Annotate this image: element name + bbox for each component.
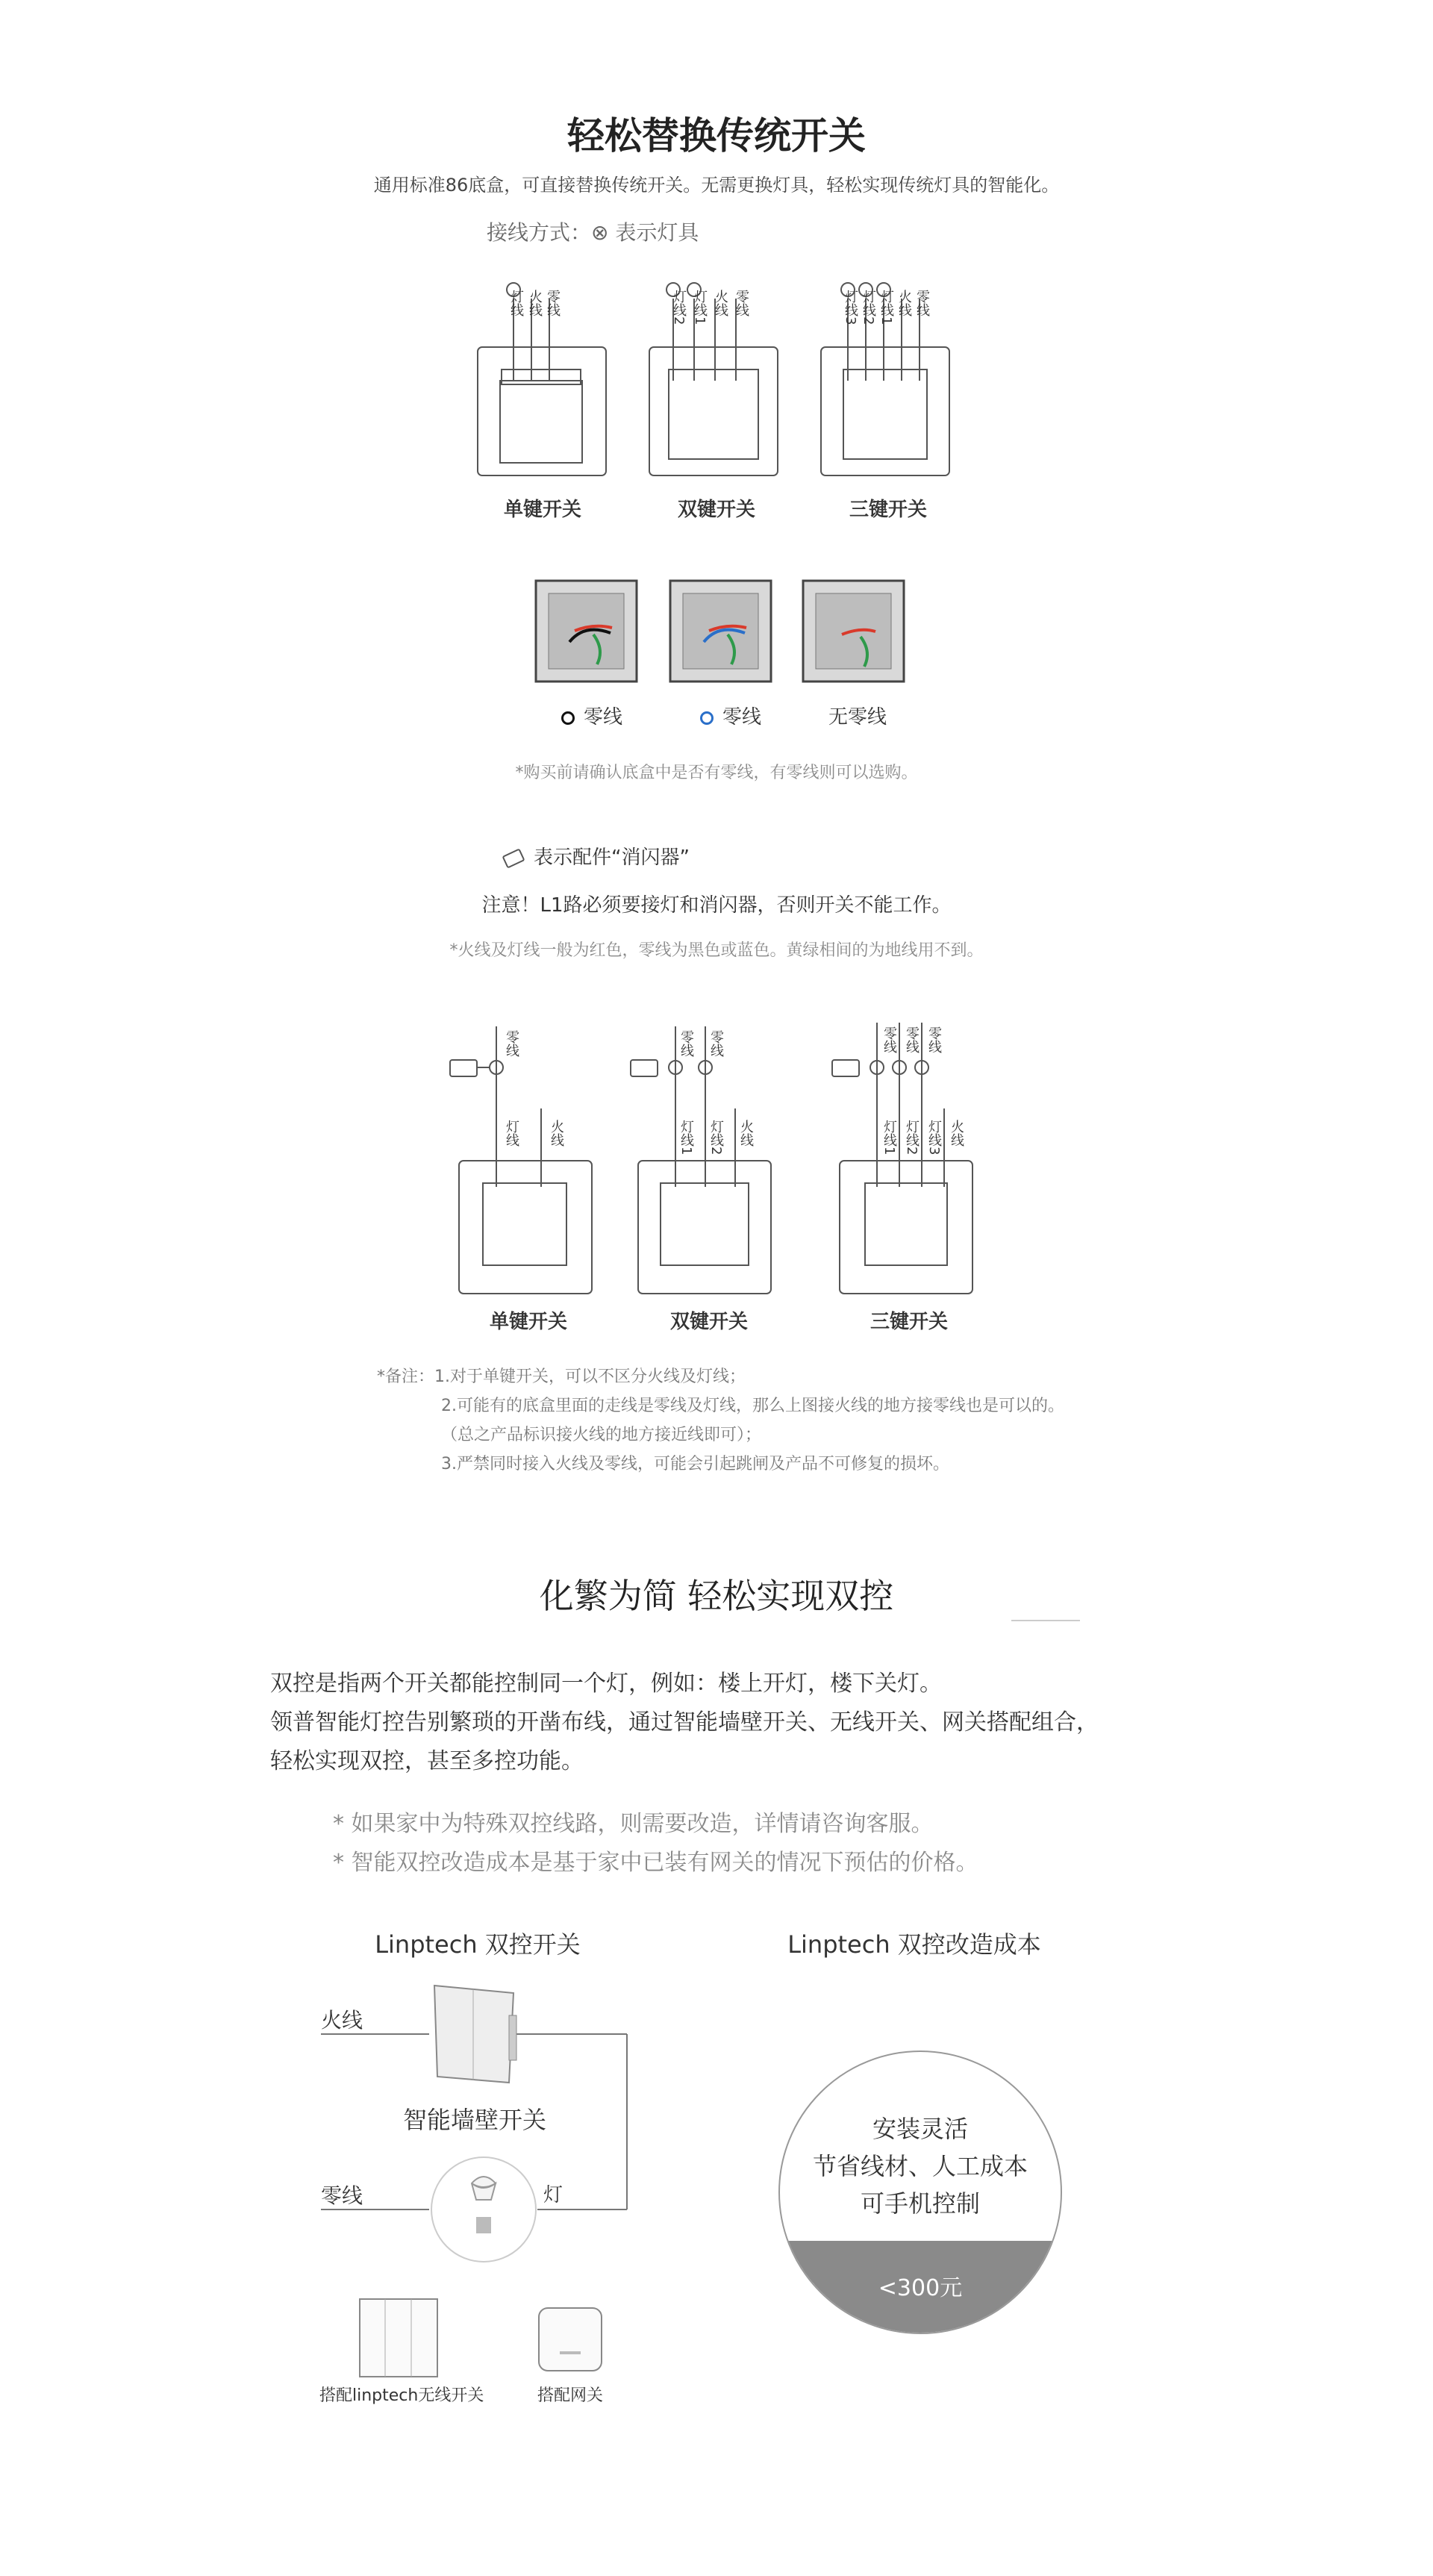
- wire-label: 零线: [914, 290, 930, 316]
- wire-label: 灯线3: [926, 1120, 942, 1156]
- bulb-illustration: [431, 2157, 536, 2262]
- cost-circle: [778, 2050, 1062, 2334]
- wall-switch-label: 智能墙壁开关: [403, 2106, 547, 2134]
- wire-label: 火线: [896, 290, 912, 316]
- wire-label: 灯线: [504, 1120, 519, 1147]
- right-panel-title: Linptech 双控改造成本: [787, 1930, 1041, 1959]
- title-underline: [1011, 1620, 1080, 1621]
- wire-label: 火线: [949, 1120, 964, 1147]
- triple-bottom-labels: [879, 1120, 969, 1164]
- wire-label: 灯线2: [671, 290, 687, 325]
- wire-label: 零线: [708, 1030, 724, 1057]
- remark-line: 3.严禁同时接入火线及零线，可能会引起跳闸及产品不可修复的损坏。: [441, 1455, 949, 1473]
- wire-label: 火线: [713, 290, 728, 316]
- benefit-item: 可手机控制: [860, 2189, 980, 2218]
- double-switch-label: 双键开关: [677, 499, 755, 521]
- zero-wire-label: 零线: [321, 2183, 363, 2208]
- gateway-illustration: [539, 2308, 602, 2371]
- wire-label: 火线: [527, 290, 543, 316]
- desc-line: 双控是指两个开关都能控制同一个灯，例如：楼上开灯，楼下关灯。: [270, 1671, 942, 1697]
- flicker-eliminator-icon: [502, 848, 525, 868]
- double-top-labels: [676, 1030, 736, 1075]
- wire-label: 灯线2: [904, 1120, 920, 1156]
- color-note: *火线及灯线一般为红色，零线为黑色或蓝色。黄绿相间的为地线用不到。: [449, 941, 984, 960]
- wire-label: 火线: [738, 1120, 754, 1147]
- wire-label: 零线: [881, 1026, 897, 1053]
- section-subtitle: 通用标准86底盒，可直接替换传统开关。无需更换灯具，轻松实现传统灯具的智能化。: [373, 175, 1060, 196]
- dual-control-description: [270, 1665, 1099, 1781]
- wireless-switch-illustration: [360, 2299, 437, 2377]
- double-switch-label-bottom: 双键开关: [669, 1311, 748, 1333]
- wire-label: 灯线1: [678, 1120, 694, 1156]
- double-wire-labels: [658, 290, 778, 349]
- wall-switch-illustration: [434, 1986, 516, 2083]
- gateway-label: 搭配网关: [537, 2386, 604, 2405]
- triple-top-labels: [879, 1026, 954, 1071]
- benefit-item: 安装灵活: [872, 2115, 968, 2143]
- triple-wire-labels: [830, 290, 949, 349]
- wire-label: 火线: [549, 1120, 564, 1147]
- wire-label: 零线: [926, 1026, 942, 1053]
- single-wire-labels: [484, 290, 573, 349]
- wire-label: 灯线: [508, 290, 524, 316]
- section-title: 轻松替换传统开关: [567, 114, 866, 158]
- double-bottom-labels: [676, 1120, 766, 1164]
- remark-line: 2.可能有的底盒里面的走线是零线及灯线，那么上图接火线的地方接零线也是可以的。: [441, 1397, 1064, 1415]
- box-label-none: 无零线: [828, 706, 887, 729]
- footnote: * 智能双控改造成本是基于家中已装有网关的情况下预估的价格。: [333, 1850, 978, 1876]
- wire-label: 零线: [678, 1030, 694, 1057]
- desc-line: 领普智能灯控告别繁琐的开凿布线，通过智能墙壁开关、无线开关、网关搭配组合，: [270, 1709, 1099, 1735]
- wire-label: 灯线3: [843, 290, 858, 325]
- accessory-legend: 表示配件“消闪器”: [504, 842, 690, 870]
- desc-line: 轻松实现双控，甚至多控功能。: [270, 1748, 584, 1774]
- footnote: * 如果家中为特殊双控线路，则需要改造，详情请咨询客服。: [333, 1811, 934, 1837]
- wire-label: 灯线1: [878, 290, 894, 325]
- single-switch-label: 单键开关: [503, 499, 581, 521]
- single-bottom-labels: [502, 1120, 576, 1164]
- benefit-item: 节省线材、人工成本: [812, 2152, 1028, 2180]
- wire-label: 零线: [904, 1026, 920, 1053]
- footnotes: [333, 1805, 978, 1883]
- remarks: [377, 1362, 1064, 1479]
- single-top-labels: [502, 1030, 531, 1075]
- section2-title: 化繁为简 轻松实现双控: [539, 1576, 894, 1616]
- single-switch-label-bottom: 单键开关: [489, 1311, 567, 1333]
- price-text: <300元: [878, 2275, 963, 2301]
- wiring-legend: 接线方式：⊗ 表示灯具: [487, 220, 699, 245]
- wire-label: 零线: [734, 290, 749, 316]
- fire-wire-label: 火线: [321, 2008, 363, 2033]
- box-no-neutral: [803, 581, 904, 682]
- triple-switch-label: 三键开关: [849, 499, 927, 521]
- wire-label: 灯线2: [861, 290, 876, 325]
- wire-label: 灯线1: [692, 290, 708, 325]
- triple-switch-label-bottom: 三键开关: [870, 1311, 948, 1333]
- box-label-blue: 零线: [700, 702, 761, 729]
- wire-label: 零线: [545, 290, 561, 316]
- warning-text: 注意！L1路必须要接灯和消闪器，否则开关不能工作。: [481, 894, 952, 917]
- wireless-switch-label: 搭配linptech无线开关: [319, 2386, 484, 2405]
- lamp-label: 灯: [543, 2184, 563, 2207]
- box-blue-neutral: [670, 581, 771, 682]
- wire-label: 灯线1: [881, 1120, 897, 1156]
- box-black-neutral: [536, 581, 637, 682]
- wire-label: 零线: [504, 1030, 519, 1057]
- price-band: [780, 2241, 1061, 2333]
- wire-label: 灯线2: [708, 1120, 724, 1156]
- box-label-black: 零线: [561, 702, 622, 729]
- remark-line: *备注：1.对于单键开关，可以不区分火线及灯线；: [377, 1367, 746, 1386]
- wall-box-illustrations: [534, 578, 907, 687]
- left-panel-title: Linptech 双控开关: [375, 1930, 581, 1959]
- purchase-note: *购买前请确认底盒中是否有零线，有零线则可以选购。: [515, 764, 918, 782]
- remark-line: （总之产品标识接火线的地方接近线即可）；: [441, 1426, 762, 1444]
